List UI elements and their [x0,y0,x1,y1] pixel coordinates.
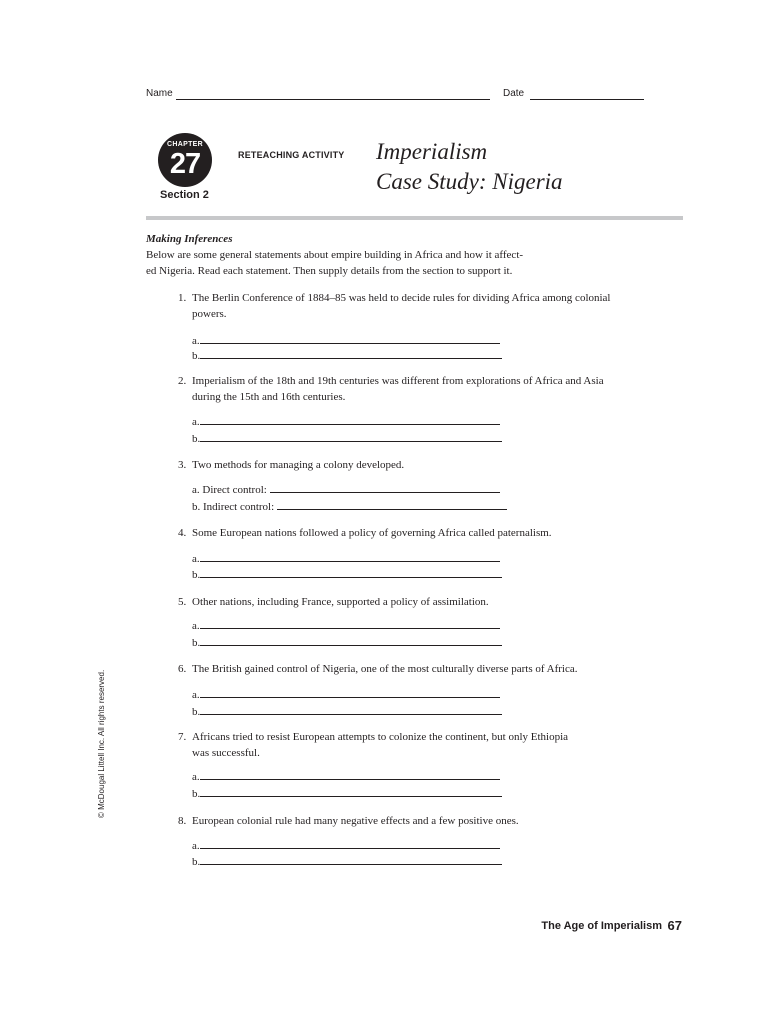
answer-label: b. Indirect control: [192,501,275,513]
answer-label: b. [192,788,201,800]
question-number: 5. [178,596,187,608]
question-text: The Berlin Conference of 1884–85 was held to decide rules for dividing Africa among colonial [192,292,611,304]
answer-line[interactable] [192,703,502,718]
question-number: 8. [178,815,187,827]
answer-line[interactable] [192,566,502,581]
question-number: 1. [178,292,187,304]
question-number: 4. [178,527,187,539]
instructions-line: Below are some general statements about empire building in Africa and how it affect- [146,249,524,261]
footer-title: The Age of Imperialism [541,920,662,932]
answer-line[interactable] [192,430,502,445]
question-number: 3. [178,459,187,471]
instructions-line: ed Nigeria. Read each statement. Then supply details from the section to support it. [146,264,513,277]
page-number: 67 [667,918,682,933]
question-text: European colonial rule had many negative effects and a few positive ones. [192,815,519,827]
page-subtitle: Case Study: Nigeria [376,169,563,194]
question-1 [178,291,638,322]
chapter-badge [158,133,212,187]
activity-label: RETEACHING ACTIVITY [238,150,345,160]
question-text: Africans tried to resist European attempts to colonize the continent, but only Ethiopia [192,731,569,743]
question-number: 6. [178,663,187,675]
answer-line[interactable] [192,768,500,783]
answer-label: a. [192,689,200,701]
date-label: Date [503,88,525,99]
question-text: Some European nations followed a policy of governing Africa called paternalism. [192,527,552,539]
answer-label: a. [192,840,200,852]
answer-line[interactable] [192,785,502,800]
answer-label: b. [192,856,201,868]
chapter-number: 27 [169,148,201,180]
date-field[interactable] [530,88,644,100]
answer-line[interactable] [192,550,500,565]
question-number: 2. [178,375,187,387]
answer-label: b. [192,706,201,718]
answer-line[interactable] [192,686,500,701]
answer-label: a. [192,416,200,428]
answer-line[interactable] [192,634,502,649]
question-8 [178,814,638,830]
answer-line[interactable] [192,853,502,868]
question-3 [178,458,638,474]
answer-line[interactable] [192,332,500,347]
answer-label: a. [192,335,200,347]
question-text: Imperialism of the 18th and 19th centuries was different from explorations of Africa and Asia [192,375,604,387]
answer-label: a. Direct control: [192,484,267,496]
copyright-notice: © McDougal Littell Inc. All rights reserved. [97,669,106,818]
name-label: Name [146,88,173,99]
question-number: 7. [178,731,187,743]
answer-line[interactable] [192,617,500,632]
answer-line[interactable] [192,347,502,362]
chapter-label: CHAPTER [167,141,203,148]
section-label: Section 2 [160,189,209,201]
answer-label: b. [192,637,201,649]
divider [146,216,683,220]
answer-label: b. [192,569,201,581]
answer-label: a. [192,553,200,565]
answer-label: a. [192,620,200,632]
question-text: Other nations, including France, supported a policy of assimilation. [192,596,489,608]
page-title: Imperialism [376,139,488,164]
answer-line[interactable] [192,837,500,852]
answer-label: a. [192,771,200,783]
section-subhead: Making Inferences [146,233,233,245]
answer-label: b. [192,350,201,362]
question-text: The British gained control of Nigeria, one of the most culturally diverse parts of Africa. [192,663,578,675]
instructions [146,248,576,279]
answer-line[interactable] [192,498,507,513]
answer-label: b. [192,433,201,445]
question-5 [178,595,638,611]
question-text: was successful. [192,746,260,759]
name-field[interactable] [176,88,490,100]
question-2 [178,374,638,405]
question-text: during the 15th and 16th centuries. [192,390,346,403]
question-4 [178,526,638,542]
answer-line[interactable] [192,481,500,496]
question-7 [178,730,638,761]
question-text: Two methods for managing a colony developed. [192,459,405,471]
answer-line[interactable] [192,413,500,428]
question-6 [178,662,638,678]
question-text: powers. [192,307,227,320]
